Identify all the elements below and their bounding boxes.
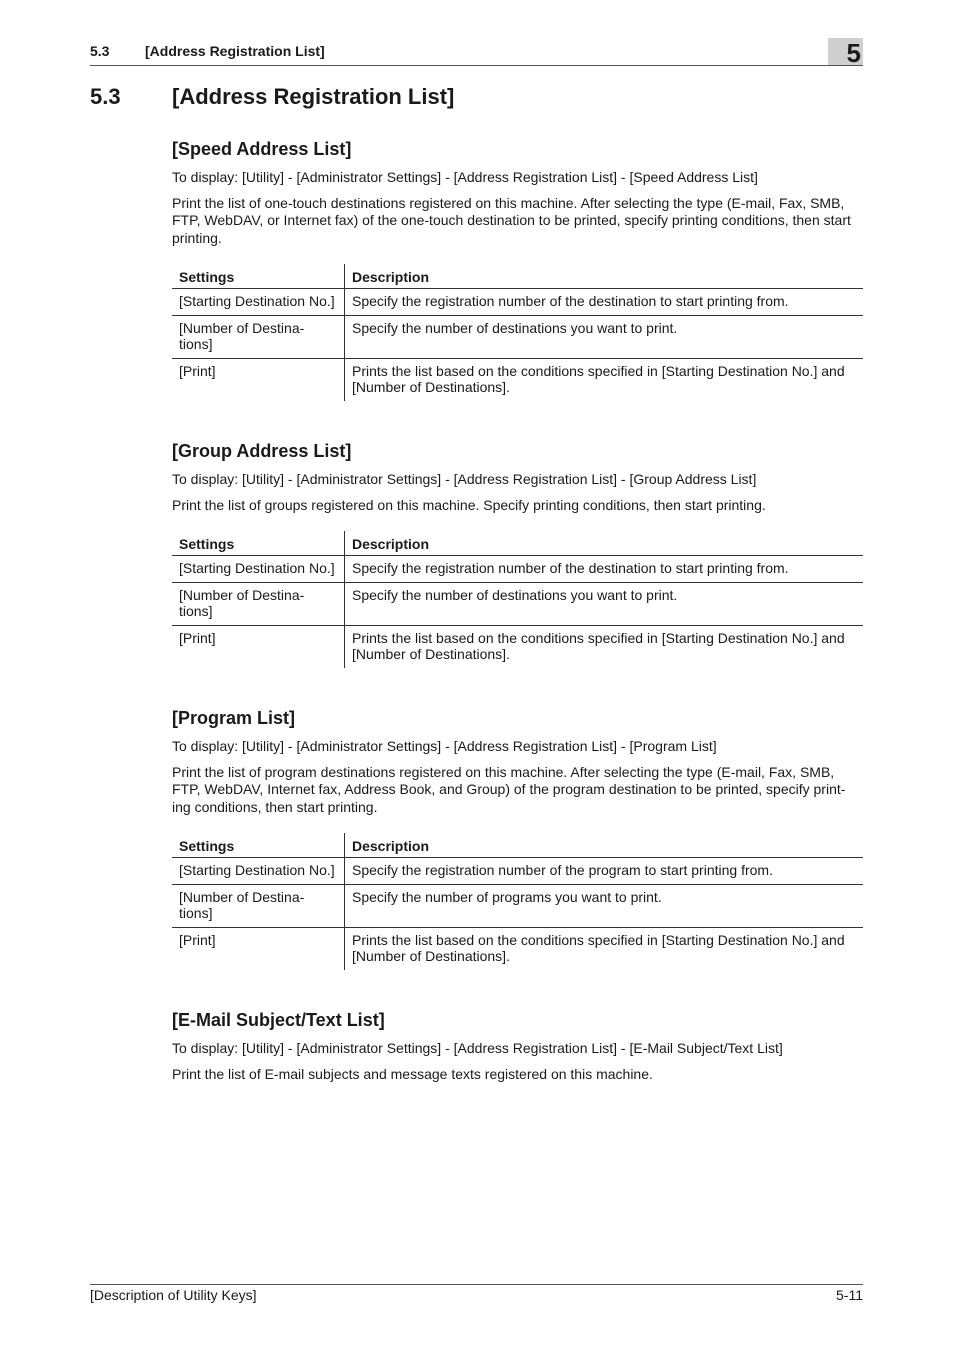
setting-cell: [Print]: [172, 358, 345, 401]
setting-cell: [Print]: [172, 625, 345, 668]
description-cell: Prints the list based on the conditions specified in [Starting Destination No.] and [Number of Destinations].: [352, 931, 845, 964]
display-path: To display: [Utility] - [Administrator Settings] - [Address Registration List] - [Program List]: [172, 738, 717, 754]
table-header-row: [172, 531, 863, 556]
section-group-address-list: [172, 440, 863, 668]
description-cell: Specify the number of destinations you want to print.: [345, 315, 864, 358]
table-row: [172, 927, 863, 970]
setting-cell: [Number of Destina- tions]: [172, 884, 345, 927]
header-section-number: 5.3: [90, 43, 110, 59]
table-row: [172, 315, 863, 358]
column-header-settings: Settings: [172, 531, 345, 556]
section-heading: [Speed Address List]: [172, 139, 352, 159]
description-cell: Prints the list based on the conditions specified in [Starting Destination No.] and [Number of Destinations].: [352, 629, 845, 662]
setting-cell: [Starting Destination No.]: [172, 289, 345, 316]
section-description: Print the list of program destinations registered on this machine. After selecting the type (E-mail, Fax, SMB, FTP, WebDAV, Internet fax, Address Book, and Group) of the program destination to be printed, specify print- ing conditions, then start printing.: [172, 763, 846, 815]
description-cell: Specify the registration number of the program to start printing from.: [345, 858, 864, 885]
setting-cell: [Print]: [172, 927, 345, 970]
table-row: [172, 884, 863, 927]
table-row: [172, 858, 863, 885]
section-description: Print the list of one-touch destinations registered on this machine. After selecting the type (E-mail, Fax, SMB, FTP, WebDAV, or Internet fax) of the one-touch destination to be printed, specify printing conditions, then start printing.: [172, 194, 851, 246]
display-path: To display: [Utility] - [Administrator Settings] - [Address Registration List] - [Speed Address List]: [172, 169, 758, 185]
description-cell: Specify the number of destinations you want to print.: [345, 582, 864, 625]
settings-table: [172, 833, 863, 970]
table-row: [172, 289, 863, 316]
column-header-description: Description: [345, 264, 864, 289]
table-row: [172, 556, 863, 583]
description-cell: Specify the registration number of the destination to start printing from.: [345, 556, 864, 583]
section-heading: [Group Address List]: [172, 441, 352, 461]
settings-table: [172, 531, 863, 668]
chapter-tab: 5: [828, 38, 863, 65]
section-heading: [Program List]: [172, 708, 296, 728]
page-title-number: 5.3: [90, 84, 121, 109]
table-header-row: [172, 833, 863, 858]
section-program-list: [172, 707, 863, 970]
page-number: 5-11: [836, 1287, 863, 1303]
setting-cell: [Starting Destination No.]: [172, 556, 345, 583]
table-header-row: [172, 264, 863, 289]
section-description: Print the list of groups registered on this machine. Specify printing conditions, then start printing.: [172, 496, 766, 513]
table-row: [172, 358, 863, 401]
section-heading: [E-Mail Subject/Text List]: [172, 1010, 385, 1030]
table-row: [172, 582, 863, 625]
section-description: Print the list of E-mail subjects and message texts registered on this machine.: [172, 1065, 653, 1082]
table-row: [172, 625, 863, 668]
column-header-description: Description: [345, 833, 864, 858]
setting-cell: [Starting Destination No.]: [172, 858, 345, 885]
description-cell: Prints the list based on the conditions specified in [Starting Destination No.] and [Number of Destinations].: [352, 362, 845, 395]
column-header-settings: Settings: [172, 264, 345, 289]
settings-table: [172, 264, 863, 401]
column-header-description: Description: [345, 531, 864, 556]
header-section-title: [Address Registration List]: [145, 43, 325, 59]
column-header-settings: Settings: [172, 833, 345, 858]
display-path: To display: [Utility] - [Administrator Settings] - [Address Registration List] - [Group Address List]: [172, 471, 757, 487]
description-cell: Specify the registration number of the destination to start printing from.: [345, 289, 864, 316]
section-speed-address-list: [172, 138, 863, 401]
setting-cell: [Number of Destina- tions]: [172, 582, 345, 625]
running-header: [90, 41, 863, 66]
setting-cell: [Number of Destina- tions]: [172, 315, 345, 358]
page-title: [90, 84, 454, 110]
page-title-text: [Address Registration List]: [172, 84, 455, 109]
display-path: To display: [Utility] - [Administrator Settings] - [Address Registration List] - [E-Mail Subject/Text List]: [172, 1040, 783, 1056]
description-cell: Specify the number of programs you want to print.: [345, 884, 864, 927]
section-email-subject-text-list: [172, 1009, 863, 1083]
page-footer: [90, 1284, 863, 1303]
footer-chapter-title: [Description of Utility Keys]: [90, 1287, 257, 1303]
